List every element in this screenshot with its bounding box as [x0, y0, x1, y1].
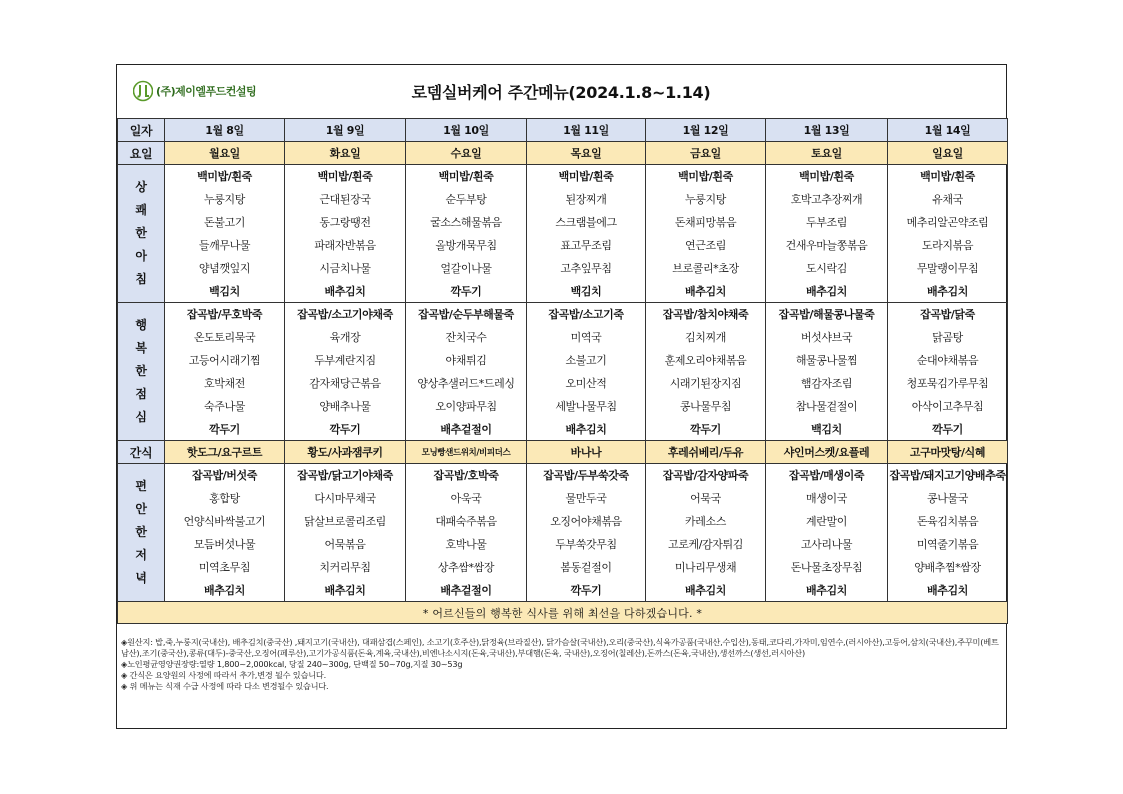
- breakfast-menu-item: 된장찌개: [527, 188, 646, 211]
- dinner-menu-item: 어묵국: [646, 487, 766, 510]
- breakfast-menu-item: 유채국: [888, 188, 1008, 211]
- breakfast-menu-item: 백김치: [527, 280, 646, 303]
- dinner-menu-item: 호박나물: [406, 533, 527, 556]
- lunch-menu-item: 햄감자조림: [766, 372, 888, 395]
- dinner-menu-item: 배추김치: [766, 579, 888, 602]
- lunch-menu-item: 양배추나물: [285, 395, 406, 418]
- dinner-menu-item: 봄동겉절이: [527, 556, 646, 579]
- dinner-menu-item: 닭살브로콜리조림: [285, 510, 406, 533]
- breakfast-menu-item: 무말랭이무침: [888, 257, 1008, 280]
- dinner-menu-item: 돈나물초장무침: [766, 556, 888, 579]
- dinner-row: [118, 556, 1008, 579]
- dinner-label-char: 한: [135, 525, 147, 539]
- lunch-menu-item: 순대야채볶음: [888, 349, 1008, 372]
- dinner-menu-item: 배추김치: [285, 579, 406, 602]
- lunch-menu-item: 훈제오리야채볶음: [646, 349, 766, 372]
- note-snack: ◈ 간식은 요양원의 사정에 따라서 추가,변경 될수 있습니다.: [121, 670, 327, 680]
- snack-item: 핫도그/요구르트: [165, 441, 285, 464]
- dinner-menu-item: 콩나물국: [888, 487, 1008, 510]
- dinner-row: [118, 464, 1008, 487]
- lunch-menu-item: 소불고기: [527, 349, 646, 372]
- lunch-menu-item: 깍두기: [888, 418, 1008, 441]
- breakfast-row: [118, 257, 1008, 280]
- breakfast-menu-item: 배추김치: [766, 280, 888, 303]
- breakfast-menu-item: 깍두기: [406, 280, 527, 303]
- footer-message: * 어르신들의 행복한 식사를 위해 최선을 다하겠습니다. *: [118, 602, 1008, 624]
- lunch-menu-item: 잡곡밥/닭죽: [888, 303, 1008, 326]
- dinner-menu-item: 잡곡밥/닭고기야채죽: [285, 464, 406, 487]
- dinner-label: [118, 464, 165, 602]
- breakfast-menu-item: 두부조림: [766, 211, 888, 234]
- lunch-menu-item: 육개장: [285, 326, 406, 349]
- date-cell: 1월 8일: [165, 119, 285, 142]
- dinner-menu-item: 다시마무채국: [285, 487, 406, 510]
- note-origin: ◈원산지: 밥,죽,누룽지(국내산), 배추김치(중국산) ,돼지고기(국내산), 대패삼겹(스페인), 소고기(호주산),닭정육(브라질산), 닭가슴살(국내산),오리(중국산),식육가공품(국내산,수입산),동태,코다리,가자미,임연수,(러시아산),고등어,삼치(국내산),주꾸미(베트남산),조기(중국산),콩류(대두)-중국산,오징어(페루산),고기가공식품(돈육,계육,국내산),비엔나소시지(돈육,국내산),부대햄(돈육, 국내산),오징어(칠레산),돈까스(돈육,국내산),생선까스(생선,러시아산): [121, 637, 999, 658]
- dinner-menu-item: 잡곡밥/버섯죽: [165, 464, 285, 487]
- lunch-label-char: 점: [135, 387, 147, 401]
- lunch-menu-item: 호박채전: [165, 372, 285, 395]
- date-cell: 1월 9일: [285, 119, 406, 142]
- dinner-menu-item: 카레소스: [646, 510, 766, 533]
- menu-sheet: [116, 64, 1007, 729]
- breakfast-label-char: 상: [135, 180, 147, 194]
- dinner-menu-item: 잡곡밥/호박죽: [406, 464, 527, 487]
- lunch-menu-item: 시래기된장지짐: [646, 372, 766, 395]
- lunch-menu-item: 잡곡밥/해물콩나물죽: [766, 303, 888, 326]
- breakfast-menu-item: 누룽지탕: [165, 188, 285, 211]
- lunch-menu-item: 배추겉절이: [406, 418, 527, 441]
- sheet-header: [117, 65, 1005, 118]
- date-cell: 1월 13일: [766, 119, 888, 142]
- dinner-row: [118, 510, 1008, 533]
- lunch-row: [118, 372, 1008, 395]
- dinner-menu-item: 배추김치: [165, 579, 285, 602]
- lunch-menu-item: 김치찌개: [646, 326, 766, 349]
- breakfast-menu-item: 백미밥/흰죽: [406, 165, 527, 188]
- lunch-menu-item: 참나물겉절이: [766, 395, 888, 418]
- lunch-row: [118, 326, 1008, 349]
- day-cell: 일요일: [888, 142, 1008, 165]
- lunch-menu-item: 잡곡밥/무호박죽: [165, 303, 285, 326]
- day-cell: 토요일: [766, 142, 888, 165]
- page-title: 로뎀실버케어 주간메뉴(2024.1.8~1.14): [411, 83, 711, 102]
- date-cell: 1월 12일: [646, 119, 766, 142]
- dinner-menu-item: 아욱국: [406, 487, 527, 510]
- breakfast-menu-item: 백미밥/흰죽: [646, 165, 766, 188]
- breakfast-menu-item: 연근조림: [646, 234, 766, 257]
- day-row: [118, 142, 1008, 165]
- weekly-menu-table: [117, 118, 1008, 624]
- lunch-label-char: 복: [135, 341, 147, 355]
- breakfast-label-char: 한: [135, 226, 147, 240]
- dinner-row: [118, 487, 1008, 510]
- dinner-label-char: 안: [135, 502, 147, 516]
- lunch-menu-item: 깍두기: [285, 418, 406, 441]
- lunch-menu-item: 해물콩나물찜: [766, 349, 888, 372]
- dinner-menu-item: 매생이국: [766, 487, 888, 510]
- breakfast-menu-item: 배추김치: [888, 280, 1008, 303]
- breakfast-menu-item: 돈채피망볶음: [646, 211, 766, 234]
- dinner-menu-item: 깍두기: [527, 579, 646, 602]
- dinner-menu-item: 언양식바싹불고기: [165, 510, 285, 533]
- dinner-label-char: 녁: [135, 571, 147, 585]
- dinner-menu-item: 대패숙주볶음: [406, 510, 527, 533]
- lunch-menu-item: 오이양파무침: [406, 395, 527, 418]
- day-label: 요일: [118, 142, 165, 165]
- breakfast-menu-item: 브로콜리*초장: [646, 257, 766, 280]
- snack-item: 황도/사과잼쿠키: [285, 441, 406, 464]
- lunch-menu-item: 두부계란지짐: [285, 349, 406, 372]
- breakfast-row: [118, 188, 1008, 211]
- lunch-row: [118, 418, 1008, 441]
- dinner-menu-item: 돈육김치볶음: [888, 510, 1008, 533]
- lunch-menu-item: 미역국: [527, 326, 646, 349]
- company-name: (주)제이엘푸드컨설팅: [156, 85, 257, 98]
- breakfast-menu-item: 순두부탕: [406, 188, 527, 211]
- date-cell: 1월 14일: [888, 119, 1008, 142]
- dinner-menu-item: 미역줄기볶음: [888, 533, 1008, 556]
- dinner-row: [118, 579, 1008, 602]
- dinner-menu-item: 잡곡밥/감자양파죽: [646, 464, 766, 487]
- breakfast-menu-item: 스크램블에그: [527, 211, 646, 234]
- lunch-menu-item: 온도토리묵국: [165, 326, 285, 349]
- breakfast-label: [118, 165, 165, 303]
- dinner-menu-item: 잡곡밥/돼지고기양배추죽: [888, 464, 1008, 487]
- day-cell: 월요일: [165, 142, 285, 165]
- snack-item: 고구마맛탕/식혜: [888, 441, 1008, 464]
- breakfast-menu-item: 파래자반볶음: [285, 234, 406, 257]
- breakfast-menu-item: 근대된장국: [285, 188, 406, 211]
- dinner-menu-item: 잡곡밥/매생이죽: [766, 464, 888, 487]
- lunch-menu-item: 고등어시래기찜: [165, 349, 285, 372]
- lunch-menu-item: 잡곡밥/참치야채죽: [646, 303, 766, 326]
- snack-label: 간식: [118, 441, 165, 464]
- lunch-menu-item: 청포묵김가루무침: [888, 372, 1008, 395]
- dinner-menu-item: 모듬버섯나물: [165, 533, 285, 556]
- lunch-row: [118, 349, 1008, 372]
- dinner-row: [118, 533, 1008, 556]
- lunch-menu-item: 양상추샐러드*드레싱: [406, 372, 527, 395]
- breakfast-menu-item: 메추리알곤약조림: [888, 211, 1008, 234]
- snack-item: 후레쉬베리/두유: [646, 441, 766, 464]
- lunch-menu-item: 감자채당근볶음: [285, 372, 406, 395]
- footer-row: [118, 602, 1008, 624]
- day-cell: 목요일: [527, 142, 646, 165]
- dinner-menu-item: 배추겉절이: [406, 579, 527, 602]
- lunch-menu-item: 오미산적: [527, 372, 646, 395]
- date-cell: 1월 10일: [406, 119, 527, 142]
- breakfast-menu-item: 표고무조림: [527, 234, 646, 257]
- dinner-menu-item: 어묵볶음: [285, 533, 406, 556]
- dinner-label-char: 편: [135, 479, 147, 493]
- dinner-label-char: 저: [135, 548, 147, 562]
- breakfast-row: [118, 165, 1008, 188]
- lunch-menu-item: 닭곰탕: [888, 326, 1008, 349]
- day-cell: 화요일: [285, 142, 406, 165]
- breakfast-label-char: 아: [135, 249, 147, 263]
- lunch-menu-item: 콩나물무침: [646, 395, 766, 418]
- lunch-menu-item: 숙주나물: [165, 395, 285, 418]
- lunch-menu-item: 깍두기: [165, 418, 285, 441]
- dinner-menu-item: 미나리무생채: [646, 556, 766, 579]
- breakfast-menu-item: 백김치: [165, 280, 285, 303]
- lunch-menu-item: 배추김치: [527, 418, 646, 441]
- dinner-menu-item: 배추김치: [646, 579, 766, 602]
- breakfast-menu-item: 동그랑땡전: [285, 211, 406, 234]
- notes-section: [121, 637, 1003, 692]
- dinner-menu-item: 배추김치: [888, 579, 1008, 602]
- lunch-menu-item: 잔치국수: [406, 326, 527, 349]
- dinner-menu-item: 양배추찜*쌈장: [888, 556, 1008, 579]
- day-cell: 금요일: [646, 142, 766, 165]
- dinner-menu-item: 오징어야채볶음: [527, 510, 646, 533]
- breakfast-menu-item: 올방개묵무침: [406, 234, 527, 257]
- breakfast-menu-item: 호박고추장찌개: [766, 188, 888, 211]
- lunch-menu-item: 버섯샤브국: [766, 326, 888, 349]
- breakfast-label-char: 쾌: [135, 203, 147, 217]
- date-row: [118, 119, 1008, 142]
- breakfast-menu-item: 백미밥/흰죽: [766, 165, 888, 188]
- breakfast-menu-item: 누룽지탕: [646, 188, 766, 211]
- breakfast-row: [118, 280, 1008, 303]
- lunch-menu-item: 세발나물무침: [527, 395, 646, 418]
- breakfast-menu-item: 들깨무나물: [165, 234, 285, 257]
- dinner-menu-item: 고로케/감자튀김: [646, 533, 766, 556]
- lunch-label-char: 행: [135, 318, 147, 332]
- breakfast-menu-item: 백미밥/흰죽: [285, 165, 406, 188]
- breakfast-menu-item: 시금치나물: [285, 257, 406, 280]
- breakfast-row: [118, 234, 1008, 257]
- dinner-menu-item: 치커리무침: [285, 556, 406, 579]
- day-cell: 수요일: [406, 142, 527, 165]
- lunch-label-char: 한: [135, 364, 147, 378]
- breakfast-menu-item: 돈불고기: [165, 211, 285, 234]
- snack-row: [118, 441, 1008, 464]
- dinner-menu-item: 물만두국: [527, 487, 646, 510]
- lunch-menu-item: 잡곡밥/순두부해물죽: [406, 303, 527, 326]
- dinner-menu-item: 계란말이: [766, 510, 888, 533]
- breakfast-menu-item: 백미밥/흰죽: [888, 165, 1008, 188]
- dinner-menu-item: 홍합탕: [165, 487, 285, 510]
- breakfast-menu-item: 건새우마늘쫑볶음: [766, 234, 888, 257]
- lunch-row: [118, 395, 1008, 418]
- lunch-menu-item: 잡곡밥/소고기죽: [527, 303, 646, 326]
- dinner-menu-item: 상추쌈*쌈장: [406, 556, 527, 579]
- lunch-label: [118, 303, 165, 441]
- lunch-menu-item: 백김치: [766, 418, 888, 441]
- breakfast-menu-item: 배추김치: [646, 280, 766, 303]
- date-cell: 1월 11일: [527, 119, 646, 142]
- note-change: ◈ 위 메뉴는 식재 수급 사정에 따라 다소 변경될수 있습니다.: [121, 681, 329, 691]
- breakfast-menu-item: 양념깻잎지: [165, 257, 285, 280]
- dinner-menu-item: 두부쑥갓무침: [527, 533, 646, 556]
- breakfast-menu-item: 굴소스해물볶음: [406, 211, 527, 234]
- dinner-menu-item: 미역초무침: [165, 556, 285, 579]
- breakfast-menu-item: 도시락김: [766, 257, 888, 280]
- breakfast-menu-item: 백미밥/흰죽: [527, 165, 646, 188]
- snack-item: 모닝빵샌드위치/비피더스: [406, 441, 527, 464]
- date-label: 일자: [118, 119, 165, 142]
- breakfast-menu-item: 얼갈이나물: [406, 257, 527, 280]
- lunch-menu-item: 깍두기: [646, 418, 766, 441]
- lunch-row: [118, 303, 1008, 326]
- lunch-label-char: 심: [135, 410, 147, 424]
- breakfast-menu-item: 배추김치: [285, 280, 406, 303]
- dinner-menu-item: 고사리나물: [766, 533, 888, 556]
- lunch-menu-item: 아삭이고추무침: [888, 395, 1008, 418]
- breakfast-menu-item: 도라지볶음: [888, 234, 1008, 257]
- breakfast-menu-item: 고추잎무침: [527, 257, 646, 280]
- lunch-menu-item: 잡곡밥/소고기야채죽: [285, 303, 406, 326]
- breakfast-label-char: 침: [135, 272, 147, 286]
- dinner-menu-item: 잡곡밥/두부쑥갓죽: [527, 464, 646, 487]
- snack-item: 바나나: [527, 441, 646, 464]
- snack-item: 샤인머스켓/요플레: [766, 441, 888, 464]
- note-nutrition: ◈노인평균영양권장량:열량 1,800~2,000kcal, 당질 240~300g, 단백질 50~70g,지질 30~53g: [121, 659, 463, 669]
- lunch-menu-item: 야채튀김: [406, 349, 527, 372]
- breakfast-menu-item: 백미밥/흰죽: [165, 165, 285, 188]
- breakfast-row: [118, 211, 1008, 234]
